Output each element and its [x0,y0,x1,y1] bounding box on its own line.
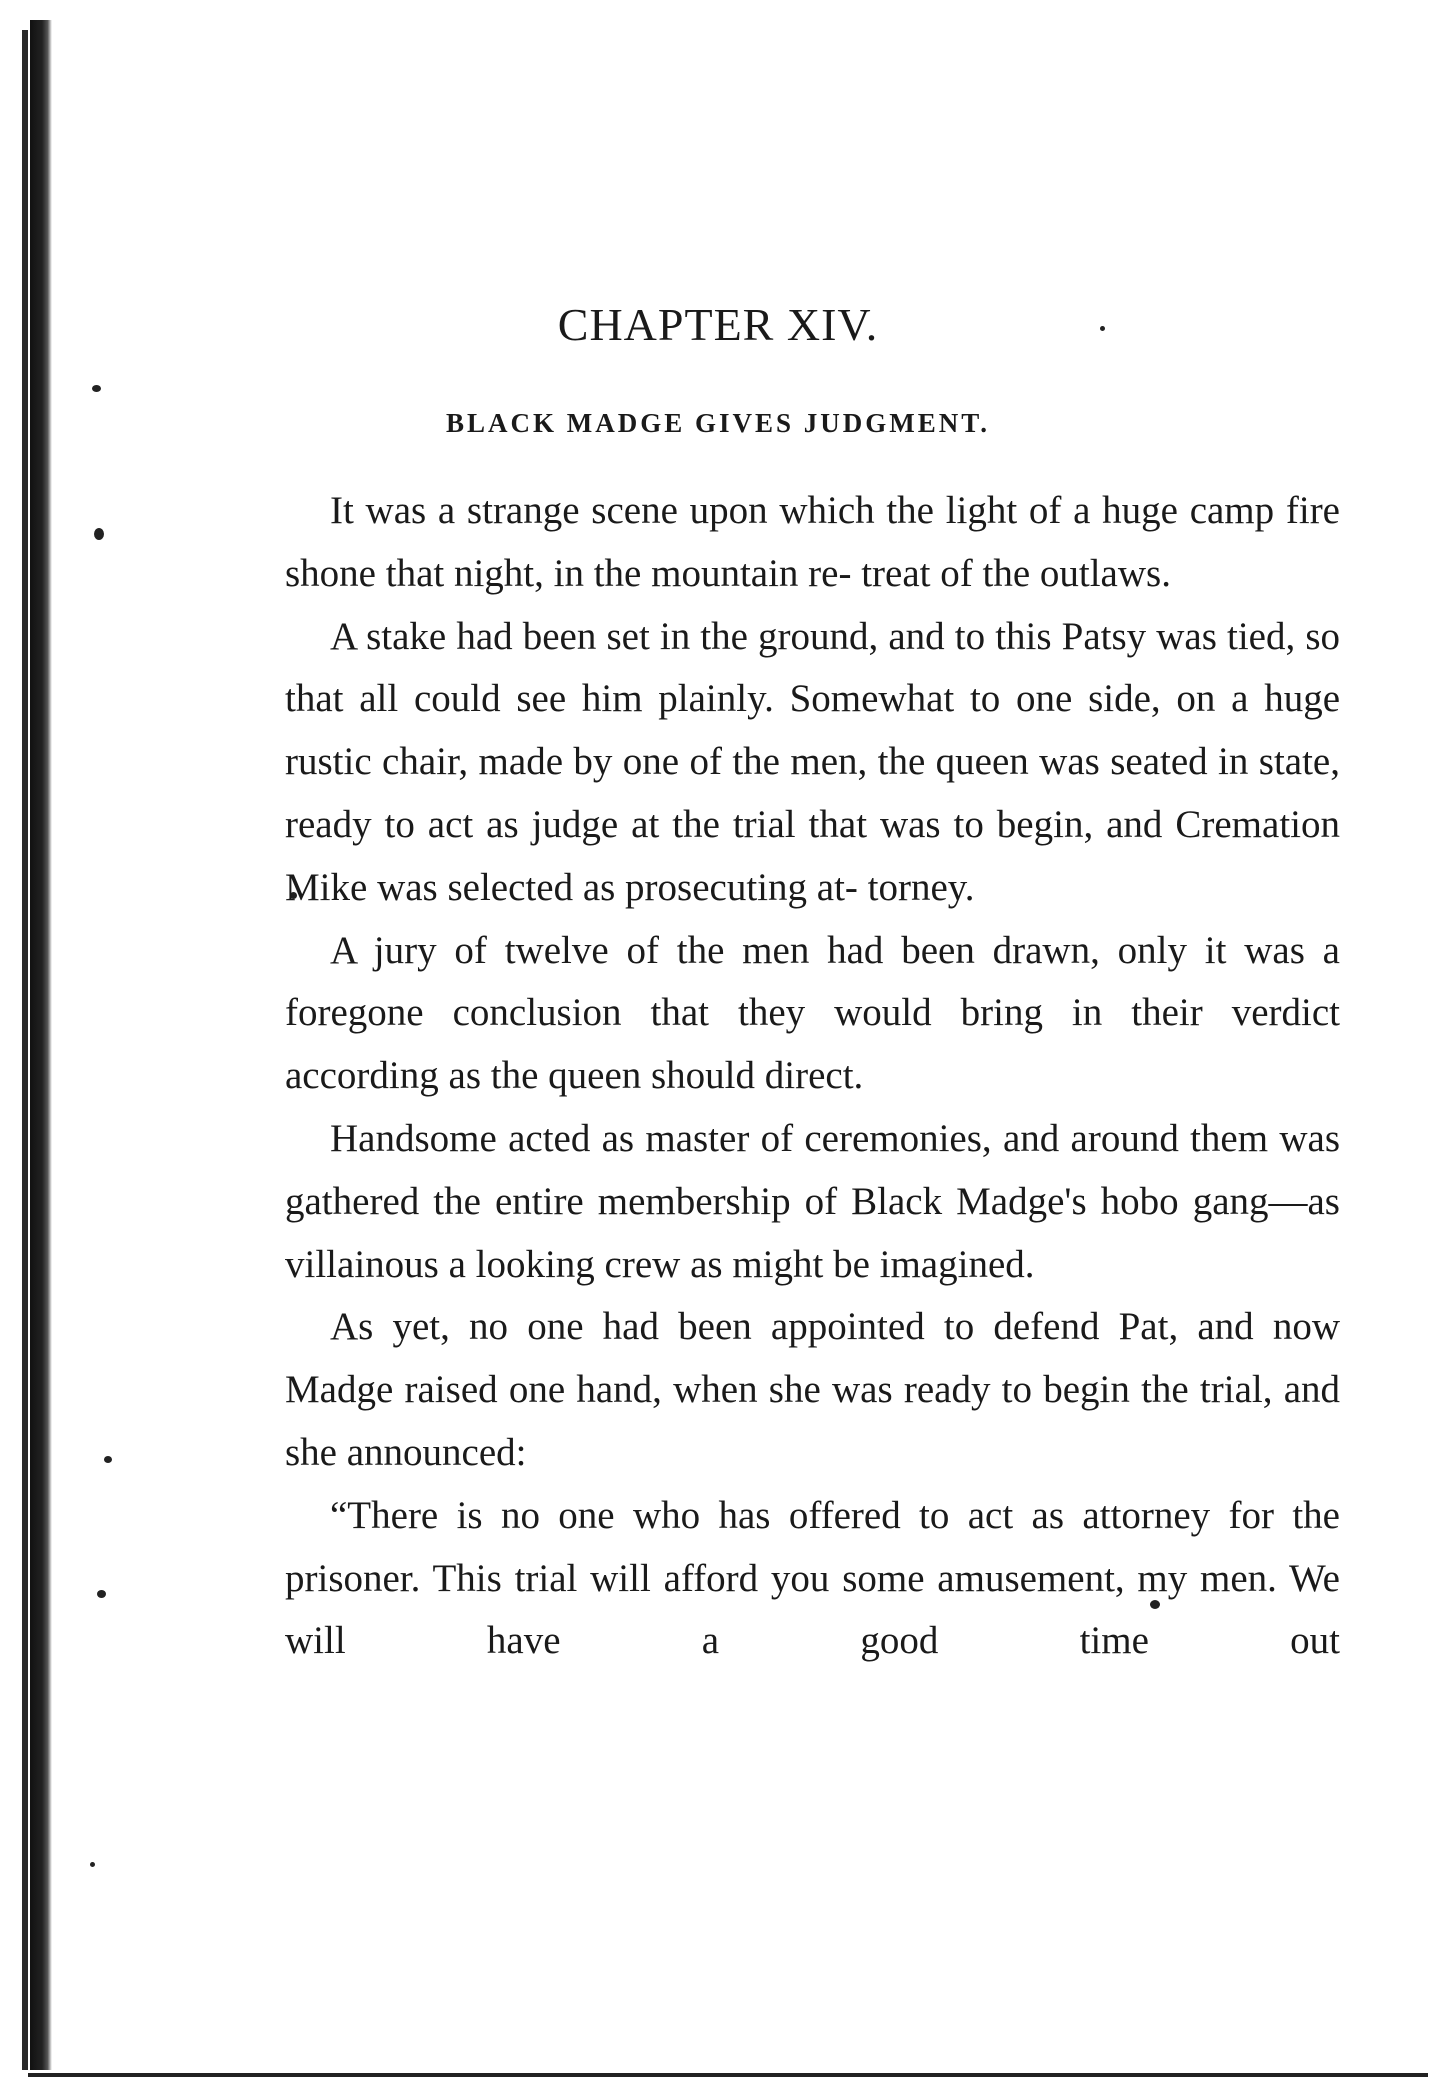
scan-speck [104,1456,112,1463]
page-bottom-edge [28,2073,1428,2077]
paragraph: It was a strange scene upon which the light of a huge camp fire shone that night, in the mountain re- treat of the outlaws. [285,489,1340,595]
scan-speck [94,528,104,540]
paragraph: A jury of twelve of the men had been drawn, only it was a foregone conclusion that they would bring in their verdict according as the queen should direct. [285,928,1340,1098]
chapter-subtitle: BLACK MADGE GIVES JUDGMENT. [445,408,991,438]
scan-speck [90,1862,95,1867]
scan-speck [92,385,101,392]
chapter-body [285,480,1340,1673]
paragraph: A stake had been set in the ground, and to this Patsy was tied, so that all could see him plainly. Somewhat to one side, on a huge rustic chair, made by one of the men, the queen was seated in state, ready to act as judge at the trial that was to begin, and Cremation Mike was selected as prosecuting at- torney. [285,614,1340,909]
paragraph: “There is no one who has offered to act as attorney for the prisoner. This trial will afford you some amusement, my men. We will have a good time out [285,1493,1340,1663]
chapter-title: CHAPTER XIV. [557,299,879,350]
paragraph: Handsome acted as master of ceremonies, and around them was gathered the entire membership of Black Madge's hobo gang—as villainous a looking crew as might be imagined. [285,1116,1340,1286]
paragraph: As yet, no one had been appointed to defend Pat, and now Madge raised one hand, when she was ready to begin the trial, and she announced: [285,1305,1340,1474]
scan-speck [97,1590,106,1598]
